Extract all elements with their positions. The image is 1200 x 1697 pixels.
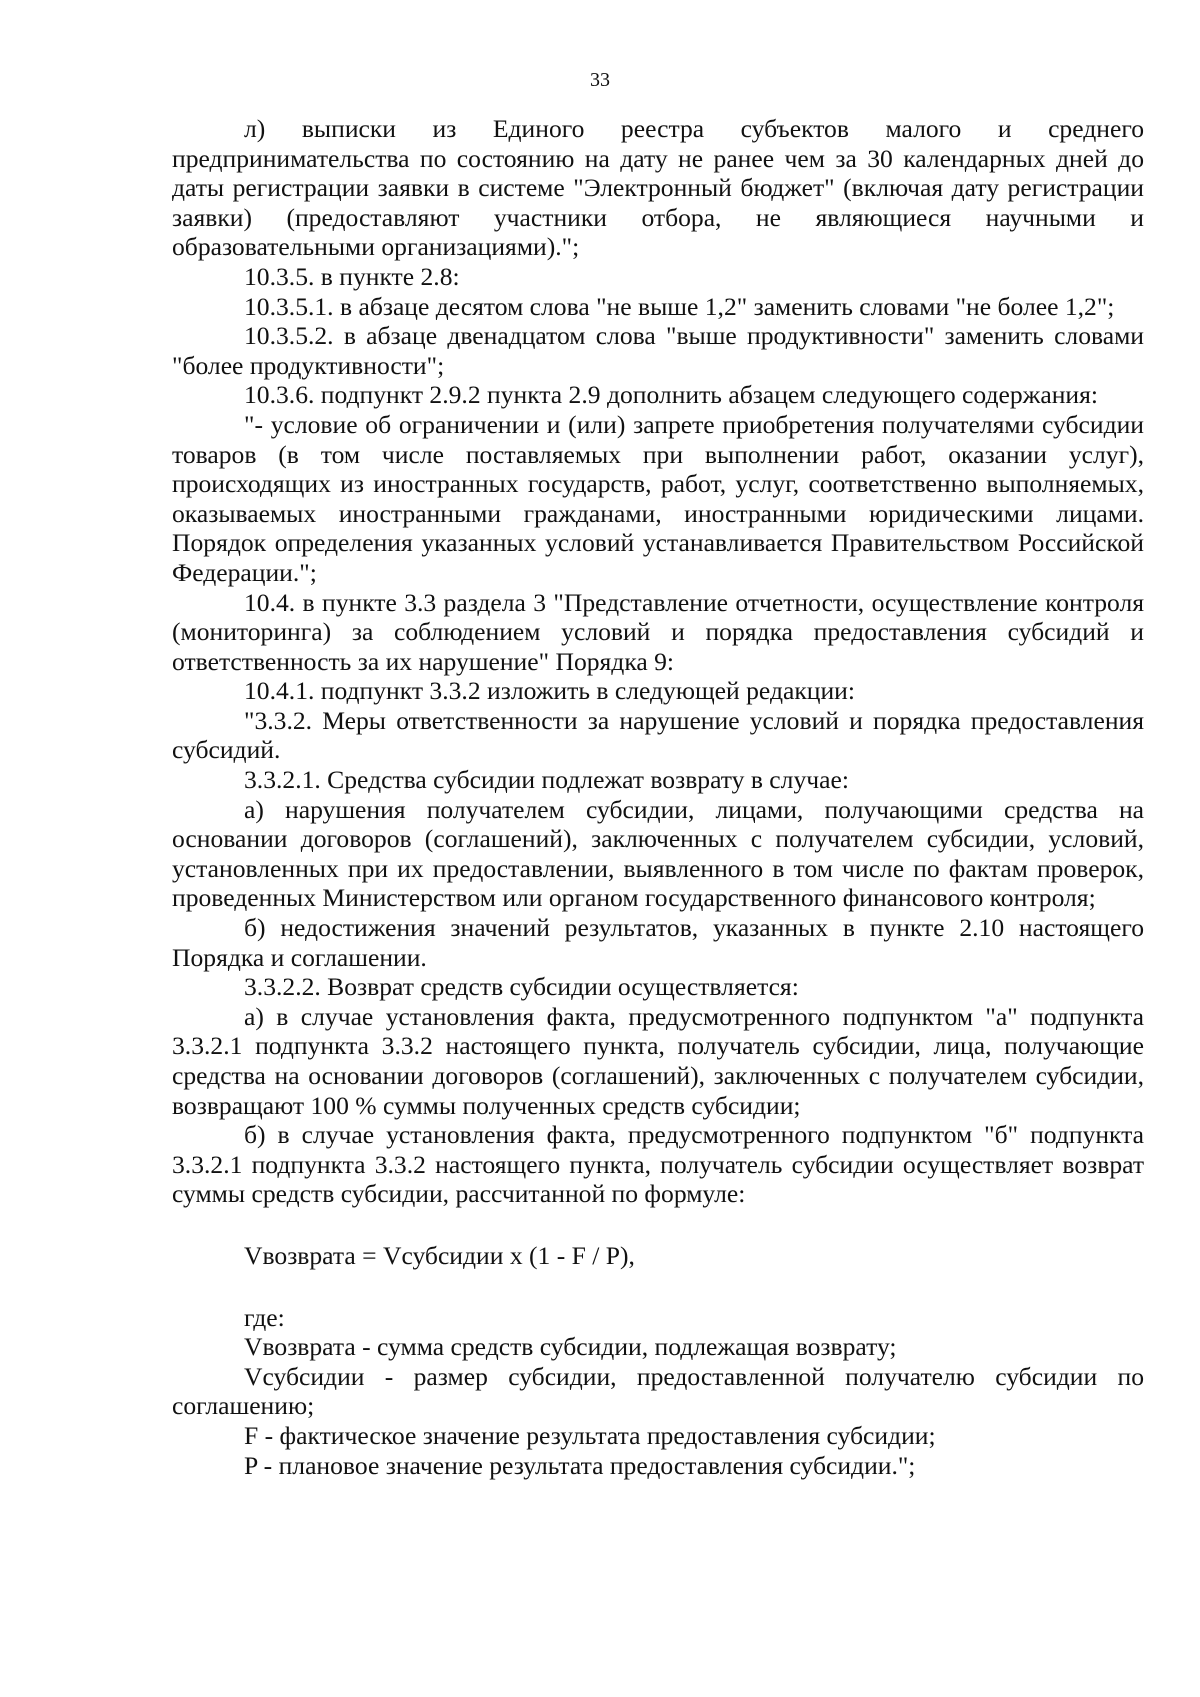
- paragraph-10-3-6: 10.3.6. подпункт 2.9.2 пункта 2.9 дополнить абзацем следующего содержания:: [244, 380, 1098, 410]
- paragraph-10-4: 10.4. в пункте 3.3 раздела 3 "Представление отчетности, осуществление контроля (мониторинга) за соблюдением условий и порядка предоставления субсидий и ответственность за их нарушение" Порядка 9:: [172, 587, 1144, 676]
- definition-v-subsidy: Vсубсидии - размер субсидии, предоставленной получателю субсидии по соглашению;: [172, 1361, 1144, 1421]
- document-body: [172, 114, 1144, 1480]
- paragraph-3-3-2-2: 3.3.2.2. Возврат средств субсидии осуществляется:: [244, 972, 799, 1002]
- paragraph-10-3-5: 10.3.5. в пункте 2.8:: [244, 261, 460, 291]
- page-number: 33: [590, 69, 610, 91]
- paragraph-violation-a: а) нарушения получателем субсидии, лицами, получающими средства на основании договоров (соглашений), заключенных с получателем субсидии, условий, установленных при их предоставлении, выявленного в том числе по фактам проверок, проведенных Министерством или органом государственного финансового контроля;: [172, 794, 1144, 913]
- paragraph-return-b: б) в случае установления факта, предусмотренного подпунктом "б" подпункта 3.3.2.1 подпункта 3.3.2 настоящего пункта, получатель субсидии осуществляет возврат суммы средств субсидии, рассчитанной по формуле:: [172, 1120, 1144, 1209]
- return-formula: Vвозврата = Vсубсидии x (1 - F / P),: [244, 1240, 635, 1270]
- paragraph-return-a: а) в случае установления факта, предусмотренного подпунктом "а" подпункта 3.3.2.1 подпункта 3.3.2 настоящего пункта, получатель субсидии, лица, получающие средства на основании договоров (соглашений), заключенных с получателем субсидии, возвращают 100 % суммы полученных средств субсидии;: [172, 1001, 1144, 1120]
- paragraph-10-3-5-1: 10.3.5.1. в абзаце десятом слова "не выше 1,2" заменить словами "не более 1,2";: [244, 291, 1115, 321]
- paragraph-l-extract: л) выписки из Единого реестра субъектов малого и среднего предпринимательства по состоянию на дату не ранее чем за 30 календарных дней до даты регистрации заявки в системе "Электронный бюджет" (включая дату регистрации заявки) (предоставляют участники отбора, не являющиеся научными и образовательными организациями).";: [172, 114, 1144, 262]
- paragraph-3-3-2: "3.3.2. Меры ответственности за нарушение условий и порядка предоставления субсидий.: [172, 705, 1144, 765]
- definition-f: F - фактическое значение результата предоставления субсидии;: [244, 1420, 936, 1450]
- paragraph-condition: "- условие об ограничении и (или) запрете приобретения получателями субсидии товаров (в том числе поставляемых при выполнении работ, оказании услуг), происходящих из иностранных государств, работ, услуг, соответственно выполняемых, оказываемых иностранными гражданами, иностранными юридическими лицами. Порядок определения указанных условий устанавливается Правительством Российской Федерации.";: [172, 409, 1144, 587]
- paragraph-10-3-5-2: 10.3.5.2. в абзаце двенадцатом слова "выше продуктивности" заменить словами "более продуктивности";: [172, 321, 1144, 380]
- paragraph-failure-b: б) недостижения значений результатов, указанных в пункте 2.10 настоящего Порядка и соглашении.: [172, 913, 1144, 972]
- definition-v-return: Vвозврата - сумма средств субсидии, подлежащая возврату;: [244, 1332, 897, 1362]
- definition-p: P - плановое значение результата предоставления субсидии.";: [244, 1450, 916, 1480]
- paragraph-3-3-2-1: 3.3.2.1. Средства субсидии подлежат возврату в случае:: [244, 765, 849, 795]
- definition-where: где:: [244, 1302, 285, 1332]
- paragraph-10-4-1: 10.4.1. подпункт 3.3.2 изложить в следующей редакции:: [244, 676, 855, 706]
